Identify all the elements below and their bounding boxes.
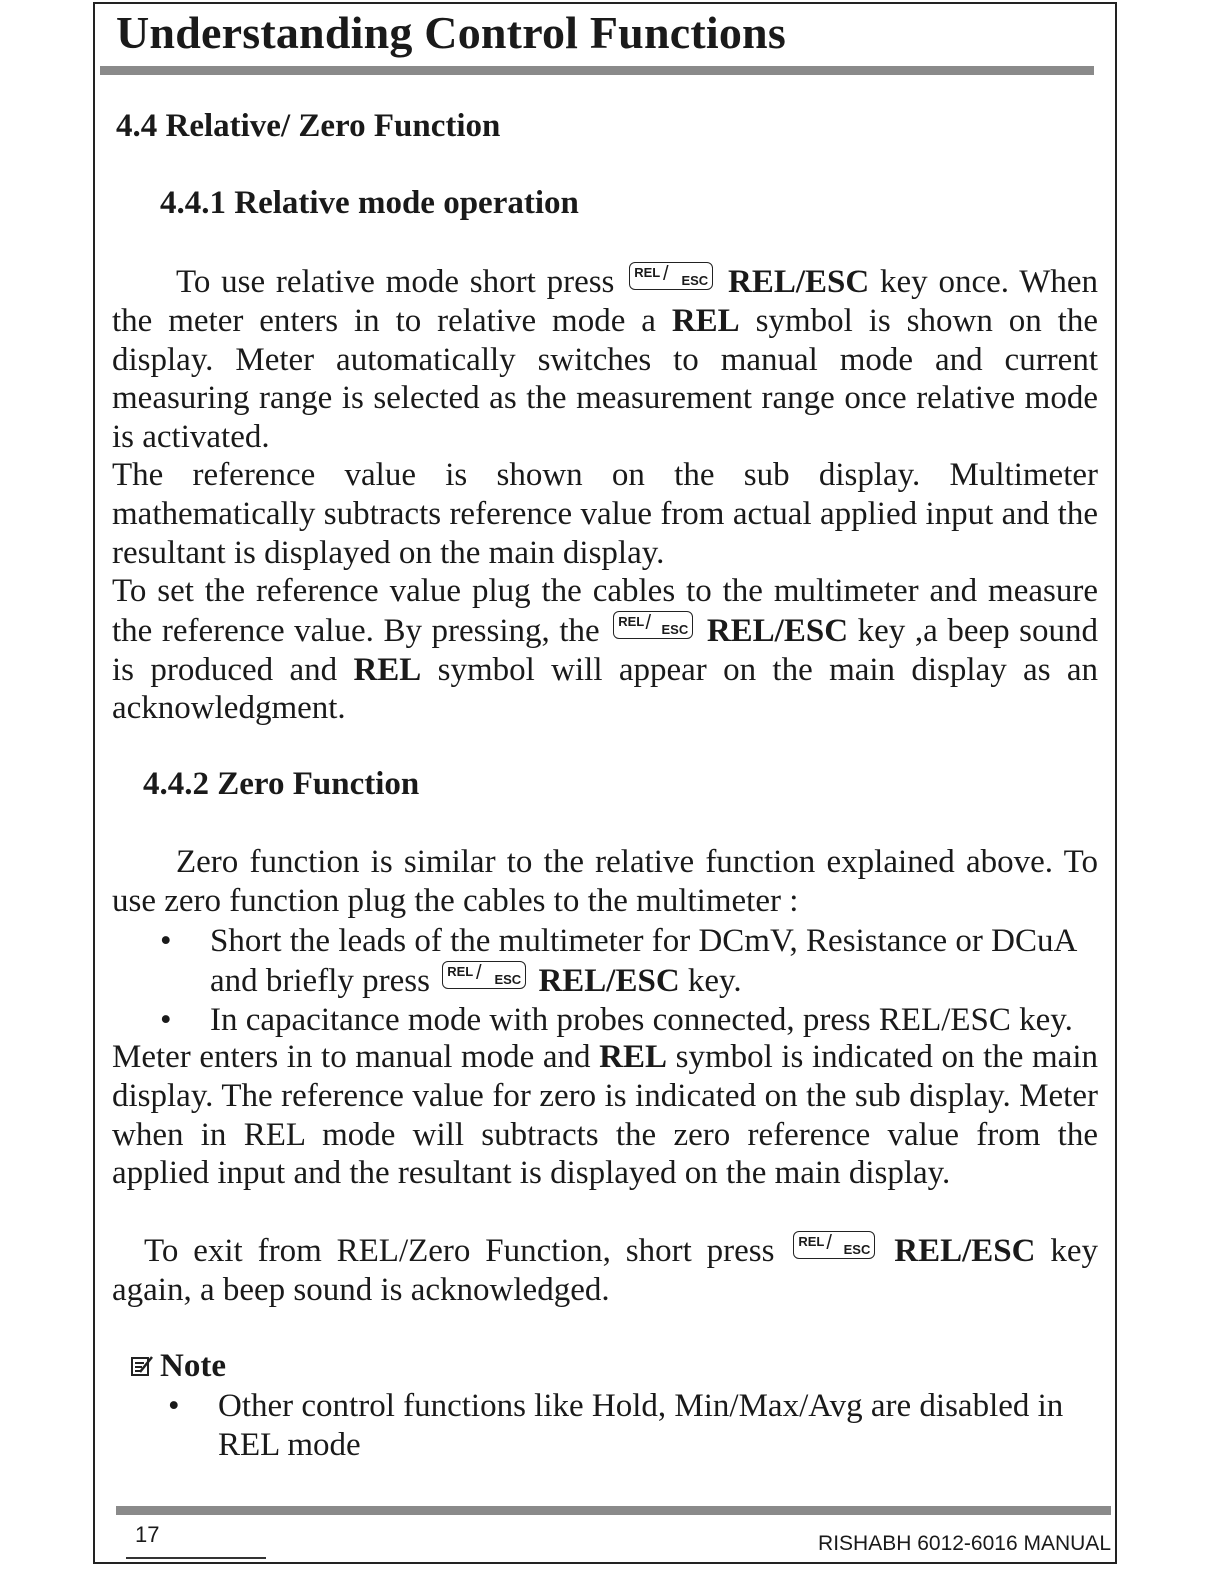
page-title: Understanding Control Functions: [116, 7, 786, 58]
relative-mode-paragraph-2: The reference value is shown on the sub display. Multimeter mathematically subtracts reference value from actual applied input and the resultant is displayed on the main display.: [112, 457, 1098, 571]
bullet-icon: •: [168, 1388, 180, 1424]
zero-function-paragraph-2: Meter enters in to manual mode and REL symbol is indicated on the main display. The reference value for zero is indicated on the sub display. Meter when in REL mode will subtracts the zero reference value from the applied input and the resultant is displayed on the main display.: [112, 1039, 1098, 1192]
list-item: • Other control functions like Hold, Min/Max/Avg are disabled in REL mode: [168, 1388, 1064, 1463]
page-number: 17: [135, 1522, 160, 1547]
subsection-heading-4-4-2: 4.4.2 Zero Function: [143, 766, 420, 802]
rel-esc-key-icon: REL / ESC: [629, 262, 713, 290]
relative-mode-paragraph-3: To set the reference value plug the cables to the multimeter and measure the reference value. By pressing, the REL / ESC REL/ESC key ,a beep sound is produced and REL symbol will appear on the main display as an acknowledgment.: [112, 573, 1099, 727]
rel-esc-key-icon: REL / ESC: [613, 611, 693, 639]
exit-paragraph: To exit from REL/Zero Function, short press REL / ESC REL/ESC key again, a beep sound is acknowledged.: [112, 1232, 1099, 1308]
relative-mode-paragraph-1: To use relative mode short press REL / ESC REL/ESC key once. When the meter enters in to relative mode a REL symbol is shown on the display. Meter automatically switches to manual mode and current measuring range is selected as the measurement range once relative mode is activated.: [112, 263, 1098, 456]
manual-name: RISHABH 6012-6016 MANUAL: [818, 1532, 1111, 1555]
note-pencil-icon: [130, 1350, 154, 1387]
bullet-icon: •: [160, 1001, 172, 1038]
subsection-heading-4-4-1: 4.4.1 Relative mode operation: [160, 185, 579, 221]
page-number-underline: [126, 1557, 266, 1559]
rel-esc-key-icon: REL / ESC: [442, 961, 526, 989]
list-item: • Short the leads of the multimeter for DCmV, Resistance or DCuA and briefly press REL / ESC REL/ESC key.: [160, 923, 1076, 999]
rel-esc-key-icon: REL / ESC: [793, 1231, 875, 1259]
list-item: • In capacitance mode with probes connected, press REL/ESC key.: [160, 1001, 1073, 1038]
bullet-icon: •: [160, 923, 172, 959]
header-rule: [100, 66, 1094, 75]
note-list: [168, 1387, 1100, 1465]
section-heading-4-4: 4.4 Relative/ Zero Function: [116, 108, 501, 144]
note-heading: Note: [130, 1348, 226, 1387]
footer-rule: [116, 1506, 1111, 1515]
zero-function-steps: [160, 922, 1100, 1039]
zero-function-paragraph-1: Zero function is similar to the relative function explained above. To use zero function plug the cables to the multimeter :: [112, 844, 1098, 919]
